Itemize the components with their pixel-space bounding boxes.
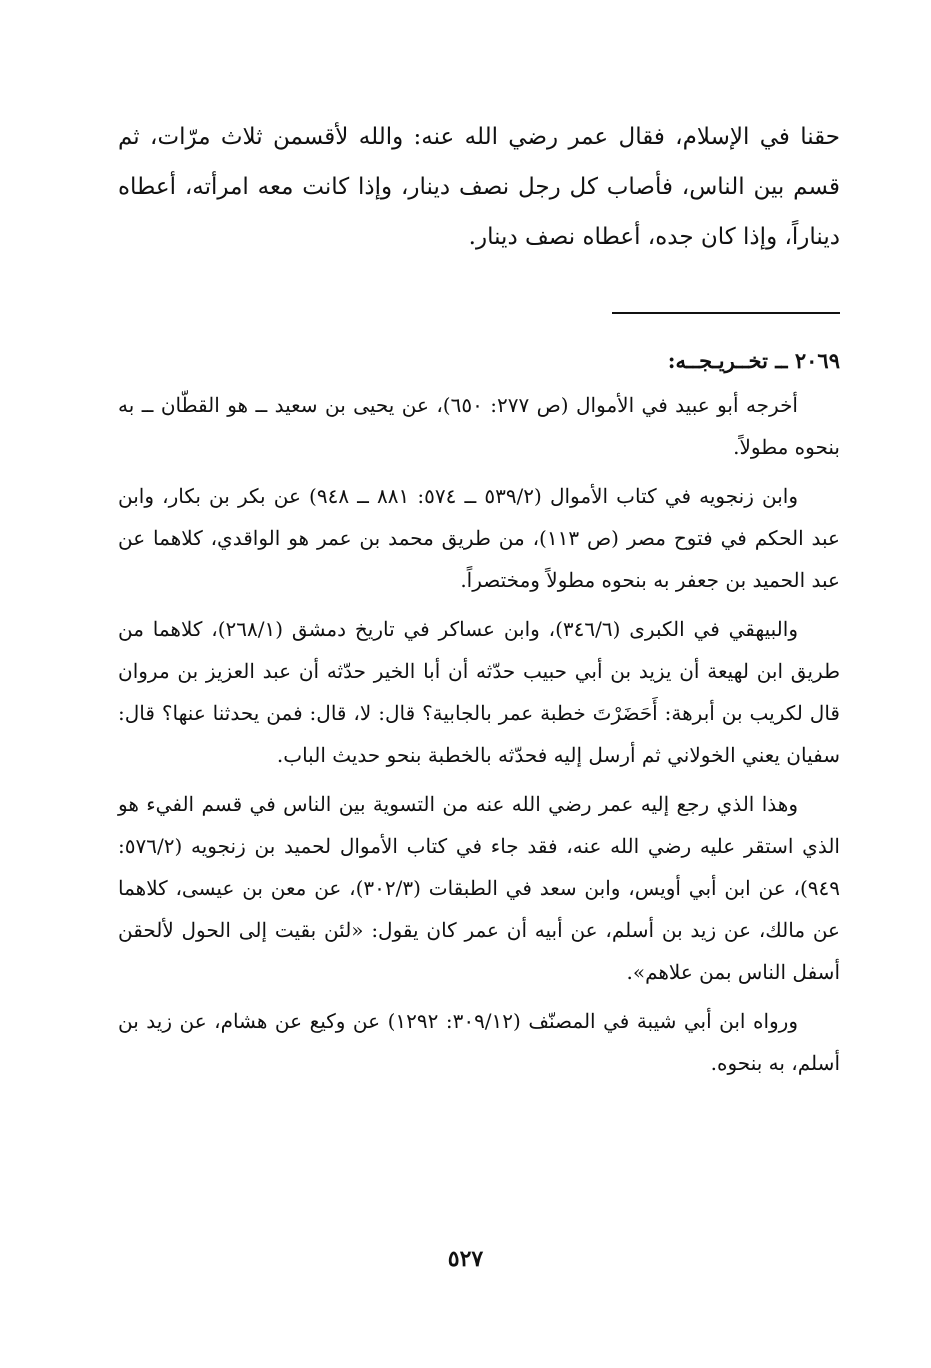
footnotes-section (118, 340, 840, 1084)
footnote-paragraph: وهذا الذي رجع إليه عمر رضي الله عنه من التسوية بين الناس في قسم الفيء هو الذي استقر عليه رضي الله عنه، فقد جاء في كتاب الأموال لحميد بن زنجويه (٥٧٦/٢: ٩٤٩)، عن ابن أبي أويس، وابن سعد في الطبقات (٣٠٢/٣)، عن معن بن عيسى، كلاهما عن مالك، عن زيد بن أسلم، عن أبيه أن عمر كان يقول: «لئن بقيت إلى الحول لألحقن أسفل الناس بمن علاهم». (118, 792, 840, 984)
footnote-divider (612, 312, 840, 314)
page-body (118, 112, 840, 1091)
footnote-paragraph: أخرجه أبو عبيد في الأموال (ص ٢٧٧: ٦٥٠)، عن يحيى بن سعيد ــ هو القطّان ــ به بنحوه مطولاً. (118, 393, 840, 459)
footnote-heading: ٢٠٦٩ ــ تخــريـجــه: (667, 348, 840, 373)
footnote-paragraph: وابن زنجويه في كتاب الأموال (٥٣٩/٢ ــ ٥٧٤: ٨٨١ ــ ٩٤٨) عن بكر بن بكار، وابن عبد الحكم في فتوح مصر (ص ١١٣)، من طريق محمد بن عمر هو الواقدي، كلاهما عن عبد الحميد بن جعفر به بنحوه مطولاً ومختصراً. (118, 484, 840, 592)
footnote-paragraph: والبيهقي في الكبرى (٣٤٦/٦)، وابن عساكر في تاريخ دمشق (٢٦٨/١)، كلاهما من طريق ابن لهيعة أن يزيد بن أبي حبيب حدّثه أن أبا الخير حدّثه أن عبد العزيز بن مروان قال لكريب بن أبرهة: أَحَضَرْتَ خطبة عمر بالجابية؟ قال: لا، قال: فمن يحدثنا عنها؟ قال: سفيان يعني الخولاني ثم أرسل إليه فحدّثه بالخطبة بنحو حديث الباب. (118, 617, 840, 767)
page-number: ٥٢٧ (447, 1246, 484, 1272)
footnote-paragraph: ورواه ابن أبي شيبة في المصنّف (٣٠٩/١٢: ١٢٩٢) عن وكيع عن هشام، عن زيد بن أسلم، به بنحوه. (118, 1009, 840, 1075)
main-text: حقنا في الإسلام، فقال عمر رضي الله عنه: والله لأقسمن ثلاث مرّات، ثم قسم بين الناس، فأصاب كل رجل نصف دينار، وإذا كانت معه امرأته، أعطاه ديناراً، وإذا كان جده، أعطاه نصف دينار. (118, 124, 840, 250)
